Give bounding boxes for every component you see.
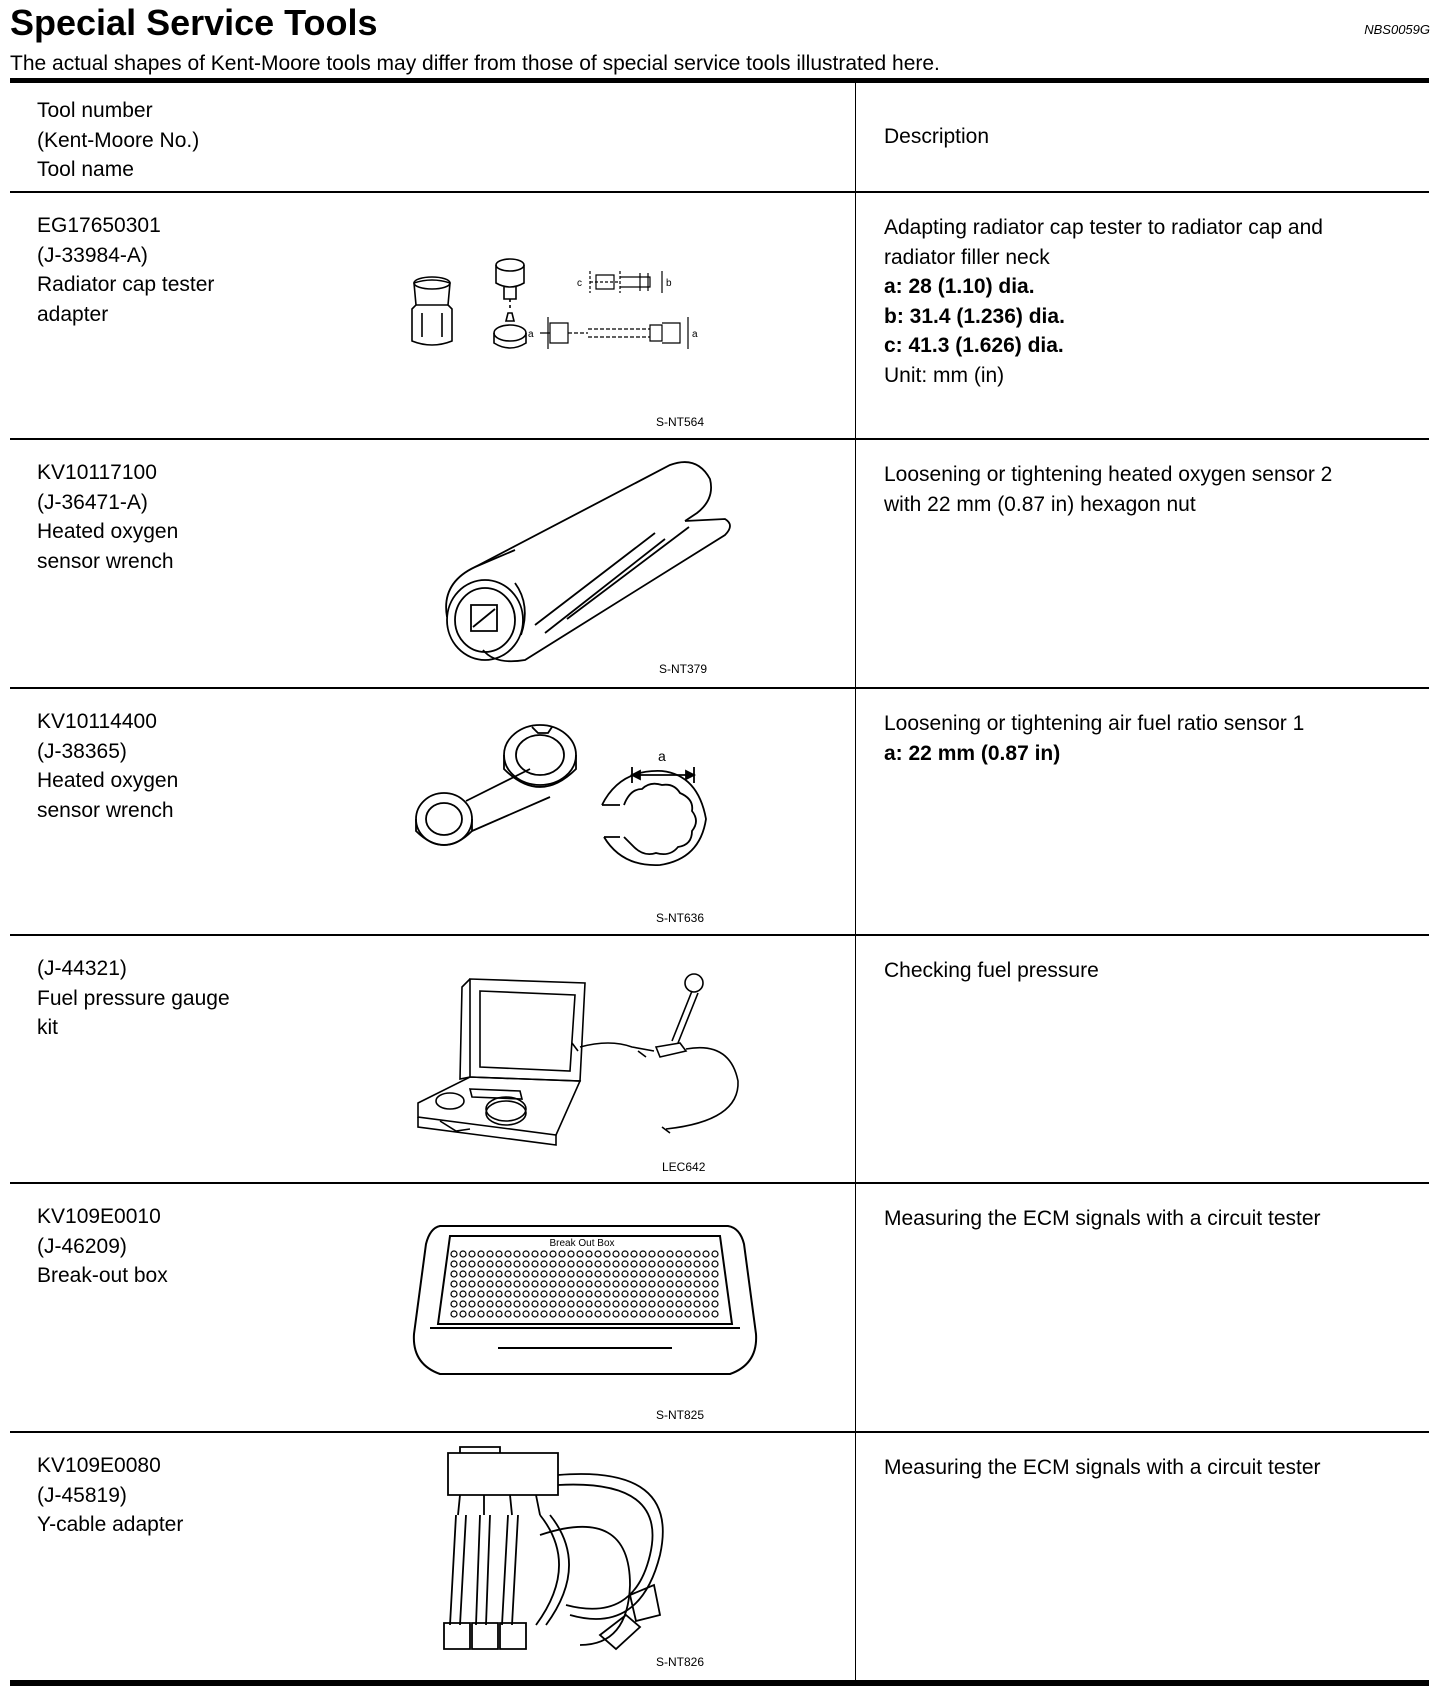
break-out-box-hole [478,1251,484,1257]
break-out-box-hole [541,1291,547,1297]
break-out-box-hole [703,1301,709,1307]
break-out-box-hole [514,1311,520,1317]
break-out-box-hole [559,1301,565,1307]
break-out-box-hole [532,1271,538,1277]
break-out-box-hole [694,1251,700,1257]
break-out-box-hole [694,1311,700,1317]
break-out-box-hole [640,1311,646,1317]
break-out-box-hole [451,1291,457,1297]
break-out-box-hole [496,1271,502,1277]
break-out-box-hole [676,1301,682,1307]
break-out-box-hole [604,1261,610,1267]
break-out-box-hole [694,1281,700,1287]
break-out-box-hole [649,1271,655,1277]
break-out-box-hole [469,1301,475,1307]
description-line: Measuring the ECM signals with a circuit tester [884,1207,1321,1230]
break-out-box-hole [676,1311,682,1317]
break-out-box-hole [703,1311,709,1317]
break-out-box-hole [451,1271,457,1277]
break-out-box-hole [712,1261,718,1267]
break-out-box-hole [658,1291,664,1297]
break-out-box-hole [586,1311,592,1317]
break-out-box-hole [577,1311,583,1317]
break-out-box-hole [640,1261,646,1267]
break-out-box-hole [676,1251,682,1257]
dim-label-a: a [658,748,666,764]
break-out-box-hole [577,1261,583,1267]
break-out-box-hole [532,1281,538,1287]
break-out-box-hole [514,1301,520,1307]
break-out-box-hole [559,1311,565,1317]
break-out-box-hole [451,1281,457,1287]
break-out-box-hole [478,1271,484,1277]
break-out-box-hole [622,1281,628,1287]
break-out-box-hole [712,1271,718,1277]
break-out-box-hole [658,1261,664,1267]
tool-number: KV10117100 [37,461,157,484]
break-out-box-hole [703,1251,709,1257]
break-out-box-hole [658,1311,664,1317]
break-out-box-hole [505,1251,511,1257]
break-out-box-hole [631,1271,637,1277]
table-row [10,689,1429,936]
break-out-box-hole [604,1311,610,1317]
figure-code: LEC642 [662,1160,706,1174]
break-out-box-hole [505,1311,511,1317]
break-out-box-hole [505,1261,511,1267]
break-out-box-hole [604,1251,610,1257]
break-out-box-hole [478,1301,484,1307]
table-row [10,193,1429,440]
break-out-box-hole [604,1301,610,1307]
break-out-box-hole [568,1311,574,1317]
dimension-a: a: 22 mm (0.87 in) [884,741,1061,765]
break-out-box-hole [550,1261,556,1267]
break-out-box-hole [514,1251,520,1257]
break-out-box-hole [451,1261,457,1267]
break-out-box-hole [685,1311,691,1317]
break-out-box-hole [703,1261,709,1267]
dimension-c: c: 41.3 (1.626) dia. [884,334,1064,357]
break-out-box-hole [451,1301,457,1307]
break-out-box-hole [559,1291,565,1297]
break-out-box-hole [577,1301,583,1307]
break-out-box-hole [460,1261,466,1267]
break-out-box-hole [478,1281,484,1287]
break-out-box-hole [649,1301,655,1307]
tool-name-line: Radiator cap tester [37,273,215,296]
break-out-box-hole [685,1291,691,1297]
dim-label-a: a [528,329,534,340]
break-out-box-hole [550,1271,556,1277]
break-out-box-hole [568,1251,574,1257]
tool-name-line: Break-out box [37,1264,168,1287]
break-out-box-hole [568,1261,574,1267]
break-out-box-hole [712,1291,718,1297]
break-out-box-hole [586,1271,592,1277]
kent-moore-number: (J-44321) [37,957,127,980]
break-out-box-hole [631,1311,637,1317]
break-out-box-hole [532,1261,538,1267]
break-out-box-hole [622,1291,628,1297]
break-out-box-hole [703,1271,709,1277]
break-out-box-hole [649,1291,655,1297]
break-out-box-hole [658,1251,664,1257]
break-out-box-hole [559,1281,565,1287]
kent-moore-number: (J-38365) [37,739,127,763]
description-cell [856,936,1429,1182]
tool-name-line: sensor wrench [37,798,174,822]
description-line: Measuring the ECM signals with a circuit tester [884,1456,1321,1479]
table-row [10,936,1429,1184]
break-out-box-hole [694,1261,700,1267]
break-out-box-hole [505,1281,511,1287]
tool-name-line: Fuel pressure gauge [37,986,230,1010]
break-out-box-hole [712,1251,718,1257]
tool-name-line: Heated oxygen [37,769,179,792]
break-out-box-hole [586,1251,592,1257]
table-row [10,1433,1429,1682]
break-out-box-hole [622,1251,628,1257]
break-out-box-hole [613,1311,619,1317]
socket-wrench-illustration [435,455,755,665]
break-out-box-hole [703,1281,709,1287]
break-out-box-hole [667,1291,673,1297]
unit-note: Unit: mm (in) [884,363,1005,387]
break-out-box-hole [613,1291,619,1297]
break-out-box-hole [478,1311,484,1317]
header-tool-cell [10,83,856,191]
break-out-box-hole [613,1271,619,1277]
break-out-box-hole [487,1311,493,1317]
break-out-box-hole [460,1271,466,1277]
break-out-box-hole [667,1301,673,1307]
break-out-box-hole [586,1281,592,1287]
break-out-box-hole [577,1291,583,1297]
kent-moore-number: (J-33984-A) [37,243,148,267]
break-out-box-hole [640,1251,646,1257]
break-out-box-hole [631,1261,637,1267]
tool-number: KV109E0010 [37,1205,161,1228]
break-out-box-hole [604,1281,610,1287]
break-out-box-hole [559,1271,565,1277]
break-out-box-hole [541,1311,547,1317]
break-out-box-hole [631,1301,637,1307]
break-out-box-hole [595,1251,601,1257]
description-line: Loosening or tightening heated oxygen sensor 2 [884,463,1333,486]
break-out-box-hole [541,1261,547,1267]
break-out-box-hole [514,1291,520,1297]
break-out-box-hole [469,1261,475,1267]
tool-name-line: kit [37,1016,58,1039]
break-out-box-hole [460,1291,466,1297]
break-out-box-hole [487,1291,493,1297]
document-code: NBS0059G [1364,22,1430,37]
dimension-a: a: 28 (1.10) dia. [884,275,1035,298]
tools-table [10,78,1429,1686]
break-out-box-hole [658,1301,664,1307]
header-kent-moore: (Kent-Moore No.) [37,128,200,152]
break-out-box-hole [586,1291,592,1297]
break-out-box-hole [658,1281,664,1287]
break-out-box-hole [451,1251,457,1257]
break-out-box-hole [577,1281,583,1287]
break-out-box-hole [487,1281,493,1287]
break-out-box-hole [550,1301,556,1307]
break-out-box-hole [469,1291,475,1297]
break-out-box-hole [703,1291,709,1297]
break-out-box-hole [595,1301,601,1307]
break-out-box-hole [649,1261,655,1267]
break-out-box-hole [523,1261,529,1267]
break-out-box-hole [658,1271,664,1277]
tool-name-line: Heated oxygen [37,520,179,543]
dim-label-b: b [666,278,672,289]
break-out-box-hole [667,1311,673,1317]
break-out-box-hole [460,1251,466,1257]
break-out-box-hole [460,1301,466,1307]
break-out-box-hole [640,1281,646,1287]
y-cable-adapter-illustration [440,1445,700,1670]
break-out-box-hole [460,1281,466,1287]
kent-moore-number: (J-36471-A) [37,490,148,514]
break-out-box-hole [487,1271,493,1277]
break-out-box-hole [568,1281,574,1287]
break-out-box-hole [604,1271,610,1277]
break-out-box-hole [568,1271,574,1277]
break-out-box-label: Break Out Box [549,1238,615,1249]
tool-cell [10,1184,856,1431]
break-out-box-hole [469,1271,475,1277]
fuel-pressure-kit-illustration [410,971,760,1156]
dim-label-a: a [692,329,698,340]
break-out-box-hole [505,1291,511,1297]
description-cell [856,689,1429,934]
break-out-box-hole [613,1301,619,1307]
break-out-box-hole [487,1301,493,1307]
break-out-box-hole [523,1291,529,1297]
break-out-box-hole [541,1251,547,1257]
flare-nut-wrench-illustration [410,719,750,899]
break-out-box-hole [622,1301,628,1307]
break-out-box-hole [649,1281,655,1287]
tool-cell [10,936,856,1182]
break-out-box-hole [622,1271,628,1277]
break-out-box-hole [532,1251,538,1257]
page-title: Special Service Tools [10,2,378,43]
break-out-box-hole [568,1301,574,1307]
break-out-box-hole [685,1281,691,1287]
figure-code: S-NT379 [659,662,708,676]
header-tool-number: Tool number [37,99,153,122]
radiator-cap-adapter-illustration [400,253,760,378]
break-out-box-hole [667,1261,673,1267]
break-out-box-hole [640,1271,646,1277]
break-out-box-hole [568,1291,574,1297]
break-out-box-hole [451,1311,457,1317]
description-cell [856,1184,1429,1431]
tool-number: KV10114400 [37,710,157,733]
break-out-box-hole [685,1251,691,1257]
page-subtitle: The actual shapes of Kent-Moore tools may differ from those of special service tools illustrated here. [10,52,940,75]
table-row [10,1184,1429,1433]
description-line: Checking fuel pressure [884,959,1099,982]
table-row [10,440,1429,689]
break-out-box-hole [514,1271,520,1277]
break-out-box-hole [667,1251,673,1257]
break-out-box-hole [694,1301,700,1307]
break-out-box-hole [577,1251,583,1257]
break-out-box-hole [505,1301,511,1307]
break-out-box-hole [550,1291,556,1297]
description-cell [856,440,1429,687]
break-out-box-hole [631,1281,637,1287]
table-bottom-rule [10,1682,1429,1686]
description-cell [856,193,1429,438]
dim-label-c: c [577,278,582,289]
break-out-box-hole [496,1291,502,1297]
break-out-box-hole [496,1251,502,1257]
break-out-box-hole [712,1301,718,1307]
break-out-box-hole [613,1281,619,1287]
break-out-box-hole [550,1311,556,1317]
kent-moore-number: (J-45819) [37,1483,127,1507]
break-out-box-hole [541,1271,547,1277]
break-out-box-hole [667,1271,673,1277]
break-out-box-hole [496,1301,502,1307]
tool-cell [10,193,856,438]
description-line: Loosening or tightening air fuel ratio sensor 1 [884,712,1305,735]
break-out-box-hole [595,1271,601,1277]
break-out-box-hole [469,1251,475,1257]
tool-cell [10,689,856,934]
break-out-box-hole [478,1291,484,1297]
break-out-box-hole [685,1301,691,1307]
break-out-box-hole [694,1271,700,1277]
break-out-box-hole [613,1261,619,1267]
break-out-box-hole [532,1311,538,1317]
break-out-box-hole [649,1251,655,1257]
break-out-box-hole [550,1251,556,1257]
break-out-box-hole [541,1301,547,1307]
break-out-box-hole [460,1311,466,1317]
break-out-box-hole [496,1311,502,1317]
break-out-box-hole [685,1271,691,1277]
break-out-box-hole [478,1261,484,1267]
break-out-box-hole [469,1311,475,1317]
break-out-box-hole [550,1281,556,1287]
break-out-box-hole [487,1251,493,1257]
break-out-box-hole [595,1291,601,1297]
break-out-box-hole [523,1311,529,1317]
tool-name-line: Y-cable adapter [37,1513,184,1536]
figure-code: S-NT564 [656,415,705,429]
description-line: Adapting radiator cap tester to radiator cap and [884,216,1323,239]
header-description-cell [856,83,1429,191]
description-cell [856,1433,1429,1680]
break-out-box-hole [595,1281,601,1287]
break-out-box-hole [586,1261,592,1267]
header-description: Description [884,125,990,149]
figure-code: S-NT825 [656,1408,705,1422]
break-out-box-hole [523,1281,529,1287]
break-out-box-hole [523,1271,529,1277]
tool-cell [10,440,856,687]
break-out-box-hole [586,1301,592,1307]
break-out-box-hole [649,1311,655,1317]
break-out-box-hole [514,1261,520,1267]
break-out-box-hole [694,1291,700,1297]
table-header-row [10,83,1429,193]
break-out-box-hole [640,1301,646,1307]
break-out-box-hole [676,1281,682,1287]
break-out-box-hole [712,1281,718,1287]
break-out-box-hole [622,1311,628,1317]
break-out-box-hole [712,1311,718,1317]
break-out-box-hole [685,1261,691,1267]
break-out-box-hole [505,1271,511,1277]
break-out-box-hole [532,1301,538,1307]
break-out-box-hole [595,1261,601,1267]
figure-code: S-NT826 [656,1655,705,1669]
break-out-box-hole [514,1281,520,1287]
break-out-box-hole [532,1291,538,1297]
header-tool-name: Tool name [37,158,134,181]
break-out-box-hole [631,1291,637,1297]
break-out-box-hole [676,1271,682,1277]
break-out-box-hole [559,1251,565,1257]
break-out-box-hole [577,1271,583,1277]
break-out-box-hole [676,1261,682,1267]
break-out-box-hole [613,1251,619,1257]
break-out-box-hole [631,1251,637,1257]
break-out-box-hole [640,1291,646,1297]
break-out-box-hole [469,1281,475,1287]
break-out-box-hole [523,1251,529,1257]
break-out-box-illustration [410,1224,760,1384]
tool-name-line: sensor wrench [37,549,174,573]
break-out-box-hole [541,1281,547,1287]
tool-cell [10,1433,856,1680]
break-out-box-hole [604,1291,610,1297]
break-out-box-hole [559,1261,565,1267]
break-out-box-hole [676,1291,682,1297]
break-out-box-hole [622,1261,628,1267]
break-out-box-hole [496,1261,502,1267]
description-line: with 22 mm (0.87 in) hexagon nut [884,492,1196,516]
tool-number: EG17650301 [37,214,161,237]
description-line: radiator filler neck [884,245,1050,269]
break-out-box-hole [523,1301,529,1307]
kent-moore-number: (J-46209) [37,1234,127,1258]
tool-name-line: adapter [37,302,109,326]
break-out-box-hole [667,1281,673,1287]
dimension-b: b: 31.4 (1.236) dia. [884,304,1065,328]
break-out-box-hole [595,1311,601,1317]
figure-code: S-NT636 [656,911,705,925]
break-out-box-hole [487,1261,493,1267]
tool-number: KV109E0080 [37,1454,161,1477]
break-out-box-hole [496,1281,502,1287]
